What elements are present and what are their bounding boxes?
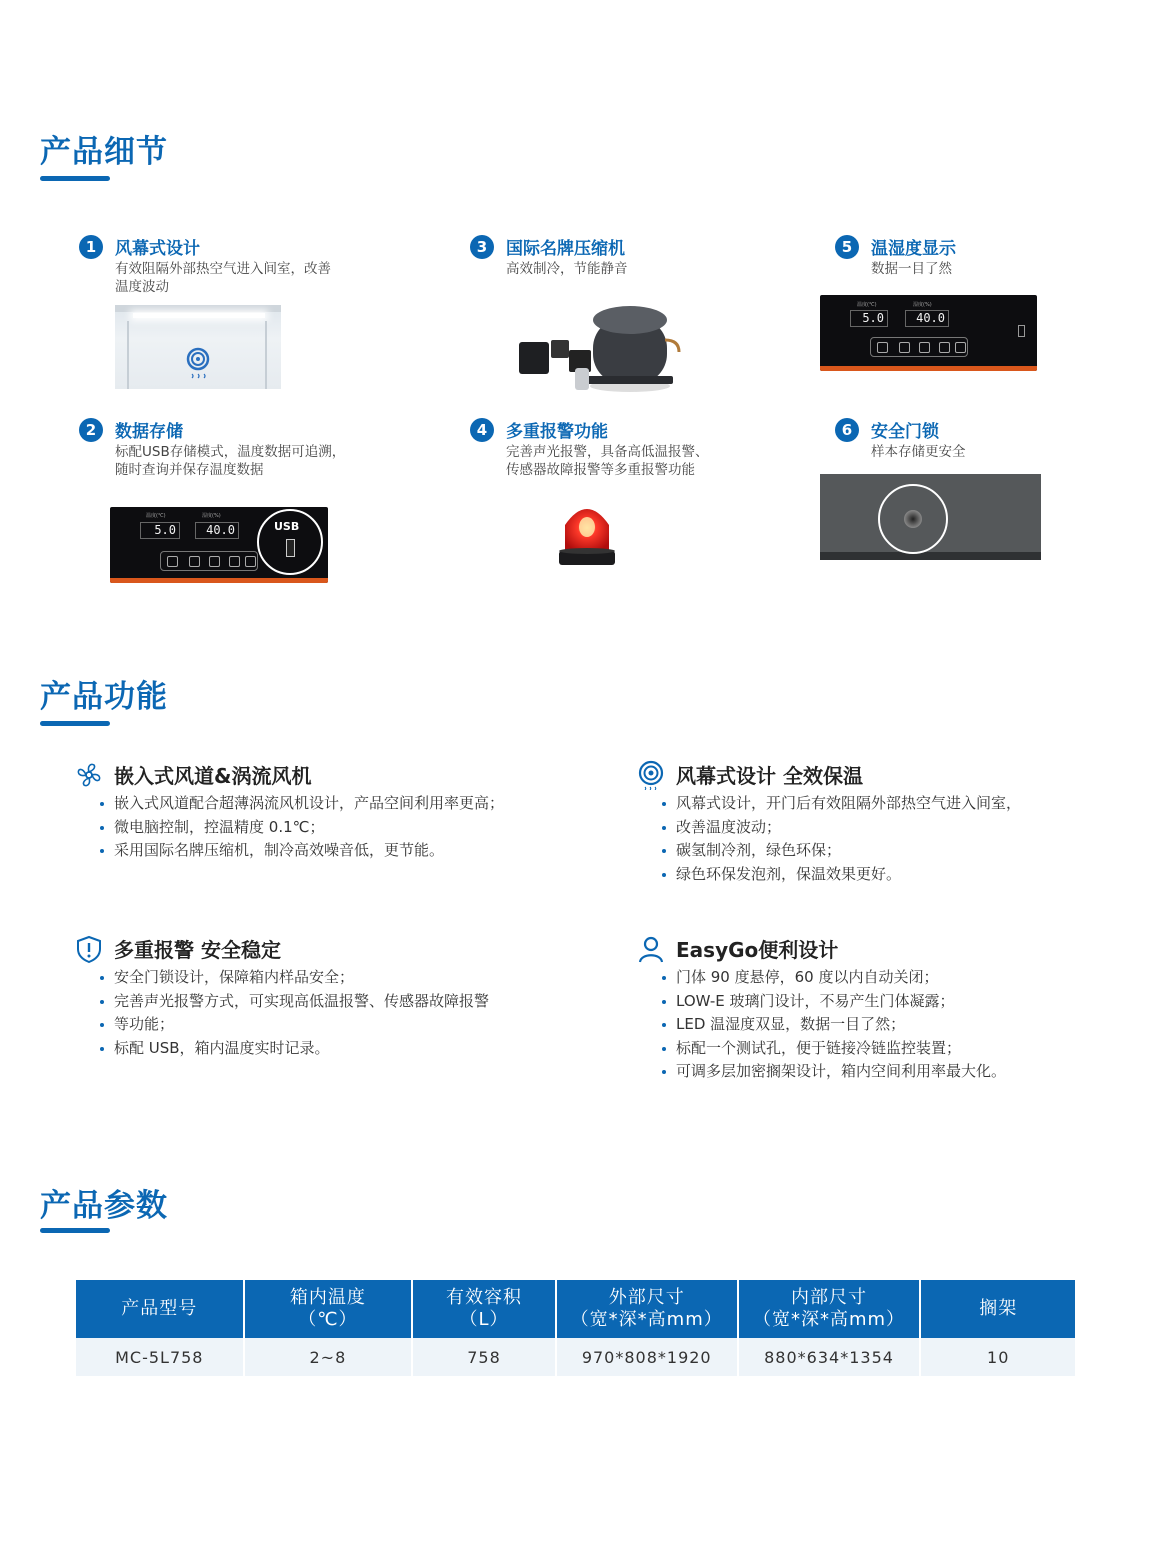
feature-easygo [636,934,1116,1084]
number-badge: 3 [470,235,494,259]
title-underline [40,1228,110,1233]
detail-desc: 有效阻隔外部热空气进入间室，改善 温度波动 [115,261,331,295]
detail-item-door-lock [835,418,1135,478]
title-underline [40,721,110,726]
header-shelves: 搁架 [921,1280,1075,1338]
header-temperature: 箱内温度 （℃） [245,1280,412,1338]
list-item: LED 温湿度双显，数据一目了然； [662,1013,1006,1037]
detail-item-alarm [470,418,790,478]
list-item: 微电脑控制，控温精度 0.1℃； [100,816,504,840]
list-item: 碳氢制冷剂，绿色环保； [662,839,1021,863]
detail-title: 国际名牌压缩机 [506,239,625,259]
feature-alarm-safety [74,934,594,1064]
list-item: 等功能； [100,1013,489,1037]
cell-internal-size: 880*634*1354 [739,1338,920,1376]
air-curtain-icon [186,347,210,383]
detail-item-data-storage [79,418,399,478]
detail-desc: 标配USB存储模式，温度数据可追溯， 随时查询并保存温度数据 [115,444,346,478]
alarm-light-image [555,497,619,571]
number-badge: 4 [470,418,494,442]
cabinet-interior-image [115,305,281,389]
usb-port-callout [257,509,323,575]
feature-air-curtain [636,760,1116,890]
feature-list [662,966,1006,1084]
number-badge: 6 [835,418,859,442]
compressor-image [515,290,685,395]
list-item: LOW-E 玻璃门设计，不易产生门体凝露； [662,990,1006,1014]
header-internal-size: 内部尺寸 （宽*深*高mm） [739,1280,920,1338]
detail-title: 安全门锁 [871,422,939,442]
fan-icon [74,760,104,790]
header-external-size: 外部尺寸 （宽*深*高mm） [557,1280,737,1338]
detail-desc: 样本存储更安全 [871,444,966,460]
feature-list [662,792,1021,886]
cell-shelves: 10 [921,1338,1075,1376]
user-icon [636,934,666,964]
feature-list [100,966,489,1060]
list-item: 标配一个测试孔，便于链接冷链监控装置； [662,1037,1006,1061]
number-badge: 5 [835,235,859,259]
detail-item-display [835,235,1135,295]
shield-alert-icon [74,934,104,964]
feature-title: EasyGo便利设计 [676,938,839,962]
number-badge: 1 [79,235,103,259]
cell-temperature: 2~8 [245,1338,412,1376]
list-item: 标配 USB，箱内温度实时记录。 [100,1037,489,1061]
list-item: 采用国际名牌压缩机，制冷高效噪音低，更节能。 [100,839,504,863]
door-lock-image [820,474,1041,560]
cell-model: MC-5L758 [76,1338,243,1376]
details-section-title: 产品细节 [40,134,168,170]
functions-section-title: 产品功能 [40,679,168,715]
detail-item-air-curtain [79,235,399,295]
list-item: 嵌入式风道配合超薄涡流风机设计，产品空间利用率更高； [100,792,504,816]
detail-title: 数据存储 [115,422,183,442]
feature-title: 风幕式设计 全效保温 [676,764,863,788]
table-header-row [76,1280,1075,1338]
header-model: 产品型号 [76,1280,243,1338]
list-item: 风幕式设计，开门后有效阻隔外部热空气进入间室， [662,792,1021,816]
detail-desc: 数据一目了然 [871,261,952,277]
air-curtain-icon [636,760,666,790]
params-section-title: 产品参数 [40,1188,168,1224]
detail-desc: 完善声光报警，具备高低温报警、 传感器故障报警等多重报警功能 [506,444,709,478]
feature-list [100,792,504,863]
feature-air-duct-fan [74,760,574,870]
usb-label: USB [274,520,300,533]
detail-title: 温湿度显示 [871,239,956,259]
feature-title: 多重报警 安全稳定 [114,938,281,962]
title-underline [40,176,110,181]
usb-control-panel-image: 温度(℃) 湿度(%) 5.0 40.0 USB [110,507,328,583]
detail-item-compressor [470,235,790,295]
number-badge: 2 [79,418,103,442]
list-item: 绿色环保发泡剂，保温效果更好。 [662,863,1021,887]
list-item: 可调多层加密搁架设计，箱内空间利用率最大化。 [662,1060,1006,1084]
feature-title: 嵌入式风道&涡流风机 [114,764,312,788]
detail-title: 风幕式设计 [115,239,200,259]
display-panel-image: 温度(℃) 湿度(%) 5.0 40.0 [820,295,1037,371]
header-volume: 有效容积 （L） [413,1280,555,1338]
list-item: 改善温度波动； [662,816,1021,840]
cell-volume: 758 [413,1338,555,1376]
list-item: 门体 90 度悬停，60 度以内自动关闭； [662,966,1006,990]
list-item: 完善声光报警方式，可实现高低温报警、传感器故障报警 [100,990,489,1014]
list-item: 安全门锁设计，保障箱内样品安全； [100,966,489,990]
table-row [76,1338,1075,1376]
cell-external-size: 970*808*1920 [557,1338,737,1376]
detail-title: 多重报警功能 [506,422,608,442]
detail-desc: 高效制冷，节能静音 [506,261,628,277]
spec-table [74,1280,1077,1376]
